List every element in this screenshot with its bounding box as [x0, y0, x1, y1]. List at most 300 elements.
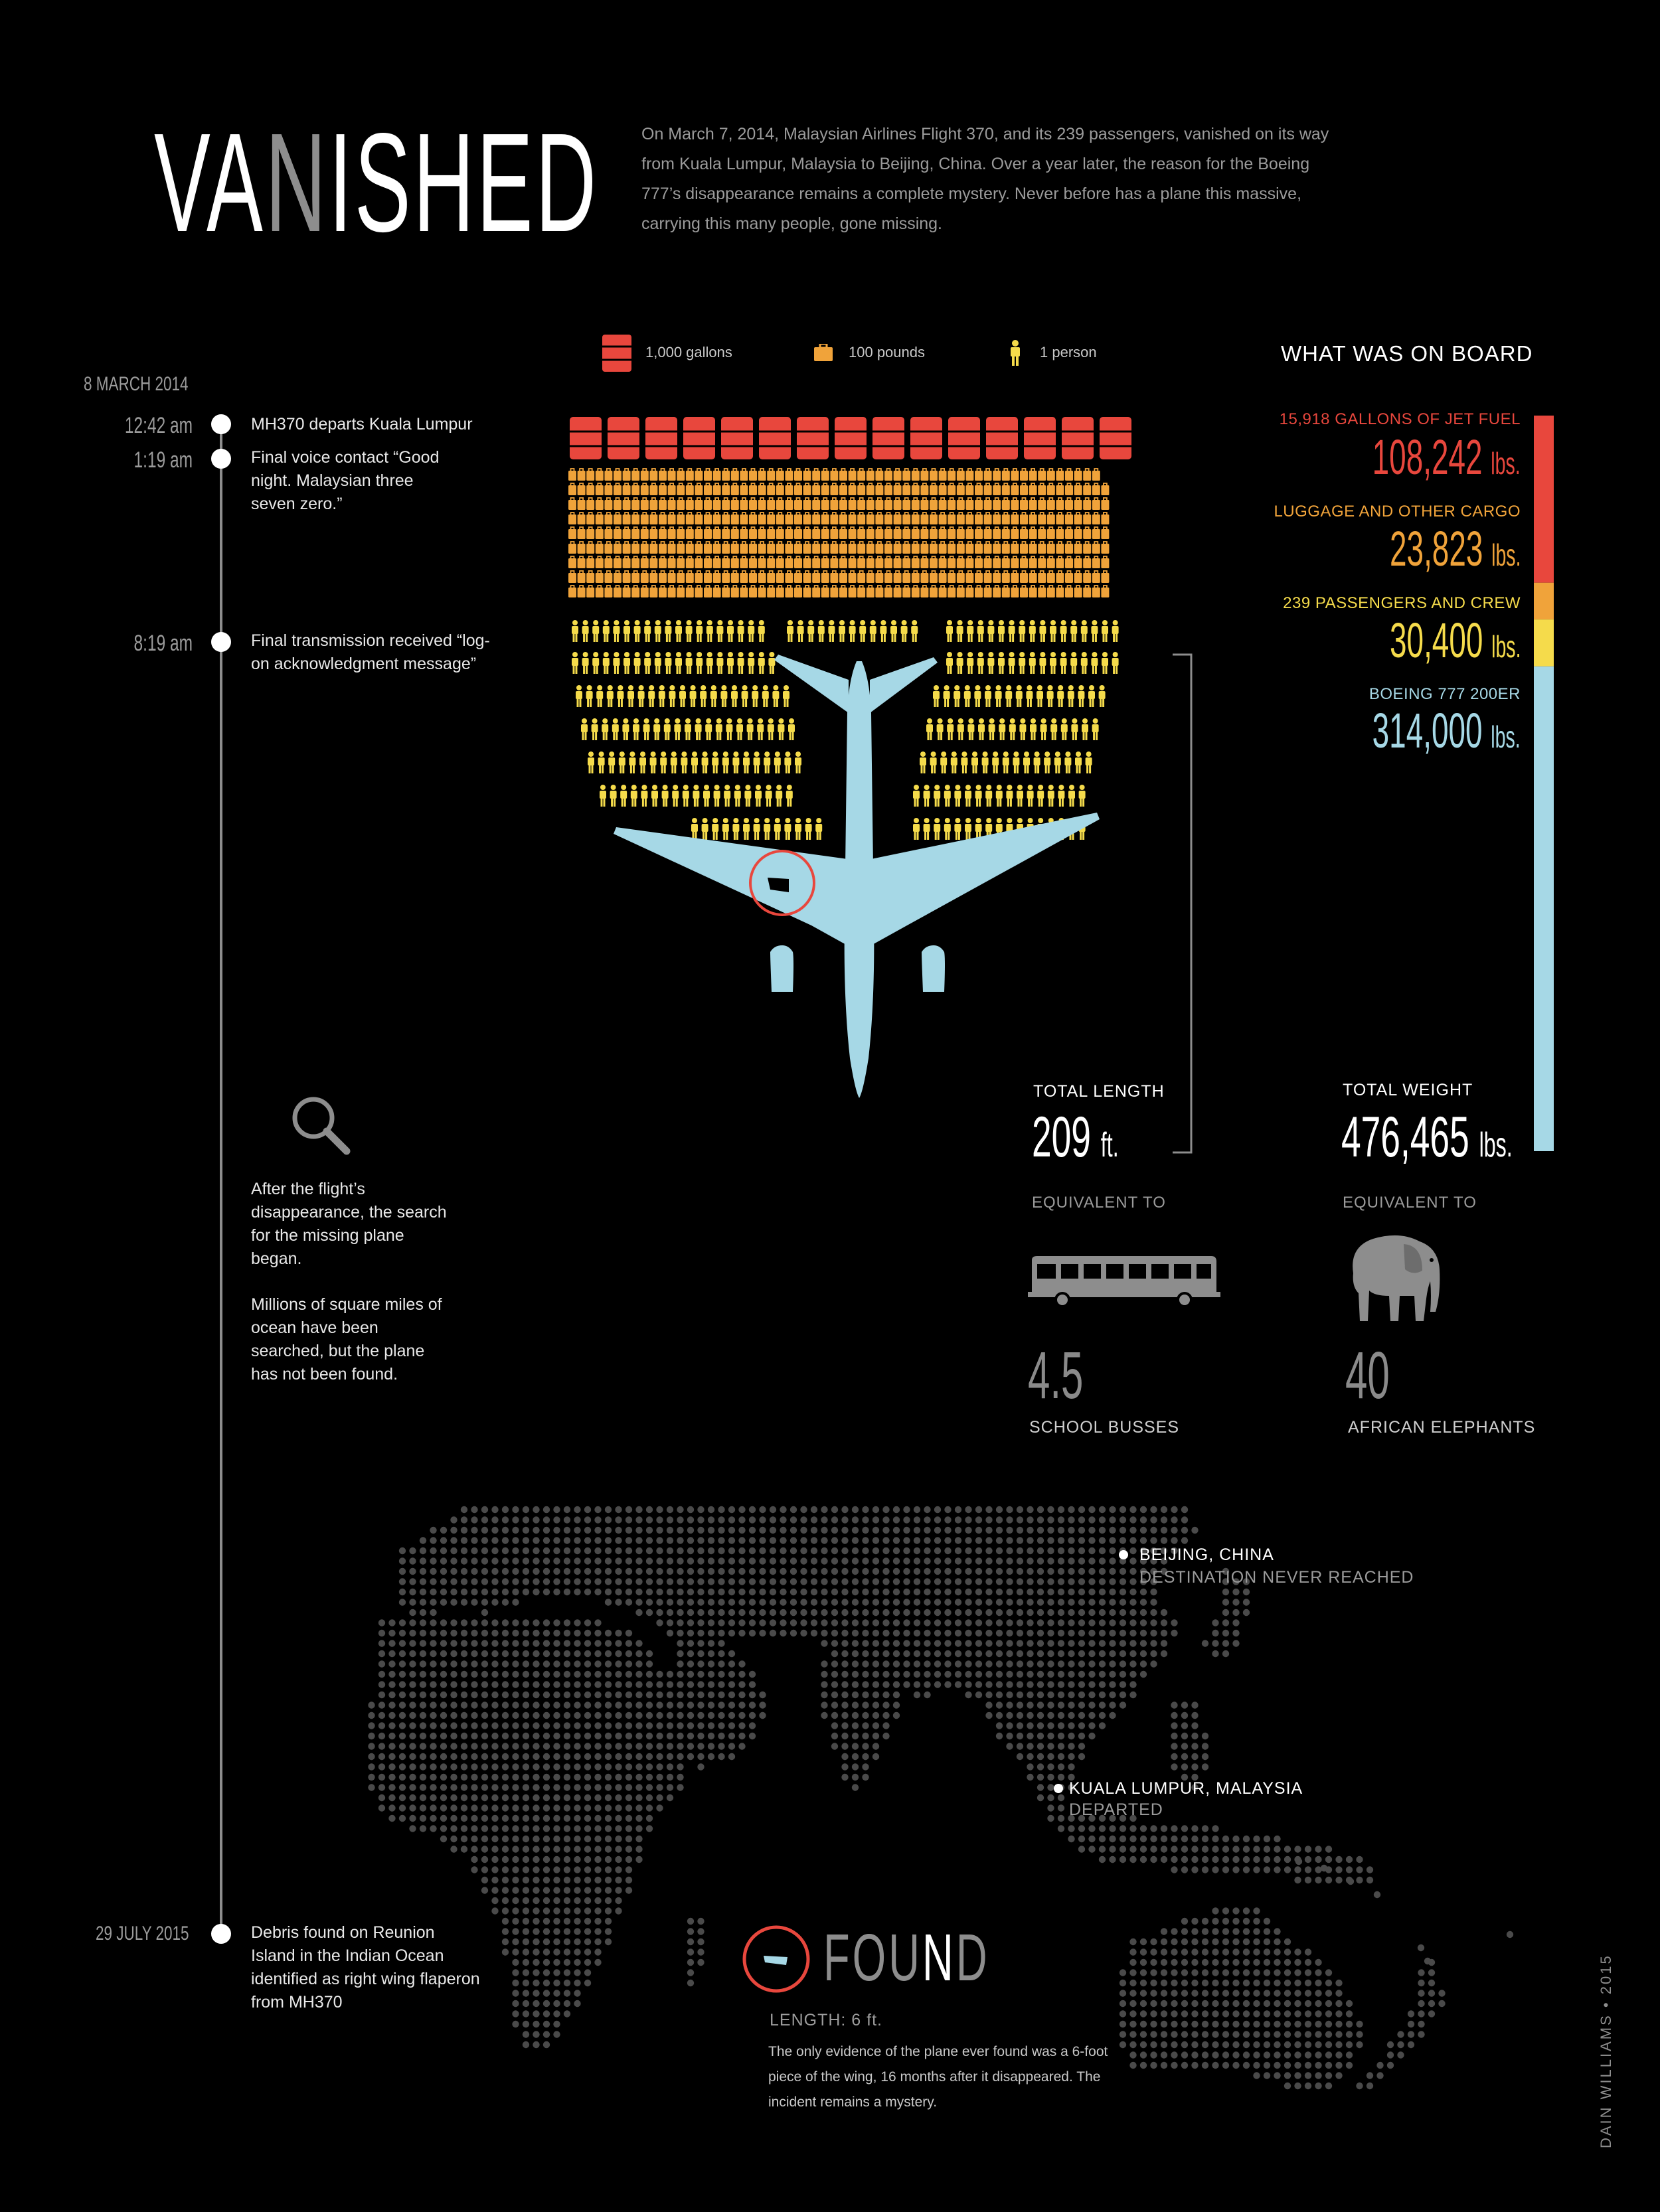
map-dot — [738, 1589, 745, 1595]
map-dot — [1212, 1969, 1218, 1976]
map-dot — [1017, 1516, 1023, 1523]
map-dot — [1109, 1609, 1116, 1616]
people-label: 239 PASSENGERS AND CREW — [1283, 594, 1521, 612]
map-dot — [564, 1887, 570, 1893]
map-dot — [738, 1671, 745, 1678]
map-dot — [399, 1712, 406, 1719]
map-dot — [1047, 1701, 1054, 1708]
map-dot — [667, 1537, 673, 1543]
map-dot — [1232, 1969, 1239, 1976]
map-dot — [821, 1599, 827, 1605]
map-dot — [687, 1568, 694, 1575]
map-dot — [1161, 2051, 1167, 2058]
map-dot — [841, 1701, 848, 1708]
map-dot — [605, 1547, 612, 1554]
map-dot — [420, 1692, 426, 1698]
map-dot — [409, 1671, 416, 1678]
map-dot — [821, 1609, 827, 1616]
map-dot — [1212, 1846, 1218, 1852]
map-dot — [523, 1825, 529, 1832]
map-dot — [553, 1753, 560, 1760]
map-dot — [780, 1578, 786, 1585]
map-dot — [502, 1516, 509, 1523]
map-dot — [841, 1692, 848, 1698]
map-dot — [1305, 2031, 1311, 2037]
map-dot — [523, 1506, 529, 1513]
map-dot — [996, 1506, 1003, 1513]
map-dot — [523, 2021, 529, 2027]
map-dot — [584, 1619, 591, 1626]
map-dot — [872, 1753, 879, 1760]
map-dot — [1424, 1958, 1431, 1964]
map-dot — [1058, 1589, 1064, 1595]
map-dot — [944, 1671, 951, 1678]
map-dot — [574, 1774, 580, 1780]
map-dot — [388, 1640, 395, 1646]
map-dot — [471, 1836, 477, 1842]
map-dot — [420, 1547, 426, 1554]
map-dot — [502, 1743, 509, 1749]
map-dot — [1181, 1928, 1188, 1935]
map-dot — [564, 1650, 570, 1657]
map-dot — [553, 1619, 560, 1626]
map-dot — [1140, 1959, 1147, 1966]
map-dot — [1088, 1671, 1095, 1678]
map-dot — [635, 1506, 642, 1513]
map-dot — [502, 1866, 509, 1873]
map-dot — [512, 1918, 519, 1925]
map-dot — [811, 1578, 817, 1585]
map-dot — [461, 1846, 467, 1852]
map-dot — [759, 1527, 766, 1534]
map-dot — [955, 1619, 961, 1626]
map-dot — [635, 1681, 642, 1688]
map-dot — [584, 1640, 591, 1646]
map-dot — [605, 1887, 612, 1893]
map-dot — [512, 1877, 519, 1883]
map-dot — [1202, 1928, 1208, 1935]
map-dot — [1058, 1804, 1064, 1811]
map-dot — [481, 1804, 488, 1811]
map-dot — [697, 1557, 704, 1564]
map-dot — [409, 1609, 416, 1616]
map-dot — [553, 1774, 560, 1780]
map-dot — [1129, 1609, 1136, 1616]
map-dot — [1068, 1836, 1074, 1842]
map-dot — [368, 1733, 374, 1739]
map-dot — [594, 1589, 601, 1595]
map-dot — [1243, 2041, 1250, 2048]
map-dot — [502, 1537, 509, 1543]
map-dot — [1006, 1640, 1013, 1646]
map-dot — [790, 1578, 797, 1585]
map-dot — [687, 1619, 694, 1626]
map-dot — [872, 1589, 879, 1595]
map-dot — [955, 1506, 961, 1513]
map-dot — [461, 1516, 467, 1523]
found-description: The only evidence of the plane ever found was a 6-foot piece of the wing, 16 months after it disappeared. The incident remains a mystery. — [768, 2044, 1108, 2110]
map-dot — [1088, 1660, 1095, 1667]
map-dot — [749, 1733, 756, 1739]
bus-equivalent-caption: SCHOOL BUSSES — [1029, 1418, 1180, 1437]
map-dot — [1140, 1609, 1147, 1616]
map-dot — [512, 1846, 519, 1852]
map-dot — [965, 1681, 971, 1688]
map-dot — [677, 1743, 683, 1749]
map-dot — [502, 1692, 509, 1698]
map-dot — [872, 1640, 879, 1646]
map-dot — [461, 1712, 467, 1719]
map-dot — [564, 1681, 570, 1688]
map-dot — [646, 1804, 653, 1811]
map-dot — [1356, 2031, 1363, 2037]
map-dot — [862, 1660, 869, 1667]
map-dot — [1140, 1640, 1147, 1646]
map-dot — [1315, 2031, 1321, 2037]
map-dot — [1181, 1980, 1188, 1986]
map-dot — [1006, 1743, 1013, 1749]
map-dot — [965, 1578, 971, 1585]
map-dot — [1140, 1980, 1147, 1986]
map-dot — [461, 1671, 467, 1678]
map-dot — [852, 1722, 859, 1729]
map-dot — [523, 1836, 529, 1842]
map-dot — [615, 1516, 622, 1523]
map-dot — [1099, 1578, 1106, 1585]
map-dot — [1027, 1630, 1033, 1636]
map-dot — [841, 1722, 848, 1729]
map-dot — [811, 1516, 817, 1523]
map-dot — [1037, 1671, 1044, 1678]
map-dot — [955, 1589, 961, 1595]
map-dot — [1212, 1990, 1218, 1996]
map-dot — [1284, 1990, 1291, 1996]
map-dot — [1284, 2051, 1291, 2058]
map-dot — [1120, 1692, 1126, 1698]
map-dot — [728, 1537, 735, 1543]
map-dot — [564, 1630, 570, 1636]
map-dot — [1243, 1959, 1250, 1966]
map-dot — [728, 1506, 735, 1513]
map-dot — [1191, 1866, 1198, 1873]
map-dot — [420, 1794, 426, 1801]
map-dot — [934, 1589, 941, 1595]
map-dot — [564, 1825, 570, 1832]
map-dot — [543, 1619, 550, 1626]
map-dot — [1047, 1589, 1054, 1595]
map-dot — [543, 1794, 550, 1801]
map-dot — [728, 1516, 735, 1523]
map-dot — [821, 1681, 827, 1688]
map-dot — [955, 1537, 961, 1543]
map-dot — [523, 1568, 529, 1575]
map-dot — [1284, 1980, 1291, 1986]
map-dot — [409, 1589, 416, 1595]
map-dot — [440, 1537, 447, 1543]
map-dot — [523, 1589, 529, 1595]
map-dot — [1202, 2051, 1208, 2058]
map-dot — [502, 1815, 509, 1822]
map-dot — [564, 1733, 570, 1739]
map-dot — [770, 1619, 776, 1626]
map-dot — [1047, 1568, 1054, 1575]
map-dot — [1325, 1969, 1332, 1976]
map-dot — [615, 1681, 622, 1688]
map-dot — [471, 1804, 477, 1811]
map-dot — [502, 1630, 509, 1636]
map-dot — [1017, 1753, 1023, 1760]
map-dot — [543, 1959, 550, 1966]
map-dot — [533, 1640, 539, 1646]
map-dot — [1099, 1506, 1106, 1513]
map-dot — [1078, 1692, 1085, 1698]
map-dot — [1068, 1527, 1074, 1534]
map-dot — [1088, 1692, 1095, 1698]
map-dot — [924, 1506, 930, 1513]
map-dot — [934, 1671, 941, 1678]
map-dot — [461, 1650, 467, 1657]
map-dot — [934, 1578, 941, 1585]
legend-label-fuel: 1,000 gallons — [645, 344, 732, 360]
map-dot — [543, 1537, 550, 1543]
map-dot — [1150, 2041, 1157, 2048]
map-dot — [1181, 1506, 1188, 1513]
map-dot — [708, 1701, 714, 1708]
map-dot — [1243, 1969, 1250, 1976]
map-dot — [893, 1609, 900, 1616]
map-dot — [1017, 1671, 1023, 1678]
map-dot — [697, 1743, 704, 1749]
map-dot — [543, 1671, 550, 1678]
map-dot — [635, 1722, 642, 1729]
map-dot — [605, 1578, 612, 1585]
map-dot — [1006, 1578, 1013, 1585]
map-dot — [1202, 2010, 1208, 2017]
map-dot — [759, 1537, 766, 1543]
map-dot — [543, 1856, 550, 1863]
map-dot — [574, 1743, 580, 1749]
map-dot — [852, 1660, 859, 1667]
map-dot — [368, 1774, 374, 1780]
map-dot — [1305, 1948, 1311, 1955]
map-dot — [1129, 1856, 1136, 1863]
map-dot — [914, 1547, 920, 1554]
map-dot — [667, 1568, 673, 1575]
map-dot — [594, 1774, 601, 1780]
map-dot — [718, 1599, 724, 1605]
map-dot — [409, 1743, 416, 1749]
map-dot — [594, 1701, 601, 1708]
map-dot — [553, 1846, 560, 1852]
map-dot — [687, 1959, 694, 1966]
map-dot — [975, 1630, 982, 1636]
map-dot — [1078, 1753, 1085, 1760]
total-length-label: TOTAL LENGTH — [1033, 1082, 1165, 1101]
map-dot — [749, 1671, 756, 1678]
map-dot — [1088, 1506, 1095, 1513]
map-dot — [512, 1784, 519, 1790]
timeline-time: 8:19 am — [133, 631, 193, 656]
map-dot — [811, 1568, 817, 1575]
map-dot — [687, 1753, 694, 1760]
map-dot — [574, 1733, 580, 1739]
map-dot — [491, 1681, 498, 1688]
map-dot — [625, 1794, 632, 1801]
map-dot — [770, 1527, 776, 1534]
map-dot — [903, 1660, 910, 1667]
map-dot — [1191, 2062, 1198, 2069]
map-dot — [491, 1527, 498, 1534]
map-dot — [461, 1578, 467, 1585]
map-dot — [1274, 1928, 1280, 1935]
map-dot — [790, 1547, 797, 1554]
map-dot — [512, 1589, 519, 1595]
map-dot — [481, 1692, 488, 1698]
map-dot — [605, 1701, 612, 1708]
map-dot — [615, 1774, 622, 1780]
map-dot — [1088, 1547, 1095, 1554]
map-dot — [1274, 1990, 1280, 1996]
map-dot — [687, 1733, 694, 1739]
map-dot — [790, 1568, 797, 1575]
map-dot — [1027, 1537, 1033, 1543]
map-dot — [564, 1589, 570, 1595]
map-dot — [450, 1619, 457, 1626]
map-dot — [409, 1774, 416, 1780]
map-dot — [1181, 1836, 1188, 1842]
map-dot — [1129, 2031, 1136, 2037]
map-dot — [1212, 1907, 1218, 1914]
map-dot — [615, 1589, 622, 1595]
map-dot — [708, 1712, 714, 1719]
map-dot — [738, 1630, 745, 1636]
map-dot — [1325, 1877, 1332, 1883]
map-dot — [399, 1804, 406, 1811]
map-dot — [450, 1516, 457, 1523]
map-dot — [502, 1763, 509, 1770]
map-dot — [1037, 1722, 1044, 1729]
map-dot — [409, 1825, 416, 1832]
map-dot — [1171, 1938, 1177, 1945]
map-dot — [491, 1692, 498, 1698]
map-dot — [491, 1887, 498, 1893]
map-dot — [1346, 2051, 1353, 2058]
map-dot — [1120, 1969, 1126, 1976]
map-dot — [1346, 2000, 1353, 2007]
map-dot — [1222, 1589, 1229, 1595]
map-dot — [646, 1733, 653, 1739]
map-dot — [523, 1722, 529, 1729]
map-dot — [1006, 1692, 1013, 1698]
map-dot — [749, 1701, 756, 1708]
map-dot — [646, 1815, 653, 1822]
map-dot — [615, 1733, 622, 1739]
map-dot — [574, 1866, 580, 1873]
map-dot — [852, 1578, 859, 1585]
map-dot — [420, 1557, 426, 1564]
map-dot — [893, 1701, 900, 1708]
map-dot — [1305, 1969, 1311, 1976]
map-dot — [718, 1712, 724, 1719]
map-dot — [584, 1722, 591, 1729]
map-dot — [1058, 1547, 1064, 1554]
map-dot — [1068, 1660, 1074, 1667]
on-board-title: WHAT WAS ON BOARD — [1281, 341, 1533, 366]
map-dot — [1068, 1743, 1074, 1749]
map-dot — [1047, 1774, 1054, 1780]
map-dot — [1058, 1516, 1064, 1523]
map-dot — [491, 1815, 498, 1822]
map-dot — [985, 1681, 992, 1688]
map-dot — [1212, 1918, 1218, 1925]
map-dot — [491, 1877, 498, 1883]
map-dot — [512, 1959, 519, 1966]
map-dot — [553, 1506, 560, 1513]
map-dot — [841, 1763, 848, 1770]
map-dot — [872, 1733, 879, 1739]
map-dot — [708, 1733, 714, 1739]
map-dot — [481, 1630, 488, 1636]
map-dot — [914, 1640, 920, 1646]
map-dot — [975, 1609, 982, 1616]
map-dot — [420, 1804, 426, 1811]
map-dot — [975, 1516, 982, 1523]
map-dot — [903, 1599, 910, 1605]
map-dot — [708, 1578, 714, 1585]
cargo-weight-value: 23,823 — [1389, 521, 1483, 576]
map-dot — [512, 1897, 519, 1904]
map-dot — [1315, 1877, 1321, 1883]
map-dot — [1068, 1578, 1074, 1585]
found-part: D — [955, 1921, 990, 1995]
map-dot — [1232, 1609, 1239, 1616]
map-dot — [399, 1774, 406, 1780]
map-dot — [1232, 2010, 1239, 2017]
map-dot — [996, 1701, 1003, 1708]
map-dot — [893, 1516, 900, 1523]
map-dot — [553, 1537, 560, 1543]
map-dot — [491, 1599, 498, 1605]
map-dot — [430, 1630, 436, 1636]
map-dot — [605, 1784, 612, 1790]
map-dot — [718, 1630, 724, 1636]
map-dot — [944, 1609, 951, 1616]
map-dot — [533, 1763, 539, 1770]
map-dot — [420, 1743, 426, 1749]
map-dot — [512, 1547, 519, 1554]
map-dot — [615, 1712, 622, 1719]
map-dot — [502, 1701, 509, 1708]
map-dot — [409, 1681, 416, 1688]
map-dot — [1264, 1938, 1270, 1945]
map-dot — [1027, 1774, 1033, 1780]
map-dot — [430, 1650, 436, 1657]
map-dot — [985, 1537, 992, 1543]
map-dot — [1140, 1969, 1147, 1976]
map-dot — [677, 1578, 683, 1585]
map-dot — [512, 1743, 519, 1749]
map-dot — [584, 1763, 591, 1770]
map-dot — [625, 1547, 632, 1554]
map-dot — [574, 1969, 580, 1976]
map-dot — [656, 1568, 663, 1575]
map-dot — [399, 1815, 406, 1822]
map-dot — [831, 1557, 838, 1564]
map-dot — [1161, 1619, 1167, 1626]
map-dot — [512, 1568, 519, 1575]
map-dot — [872, 1692, 879, 1698]
map-dot — [882, 1671, 889, 1678]
